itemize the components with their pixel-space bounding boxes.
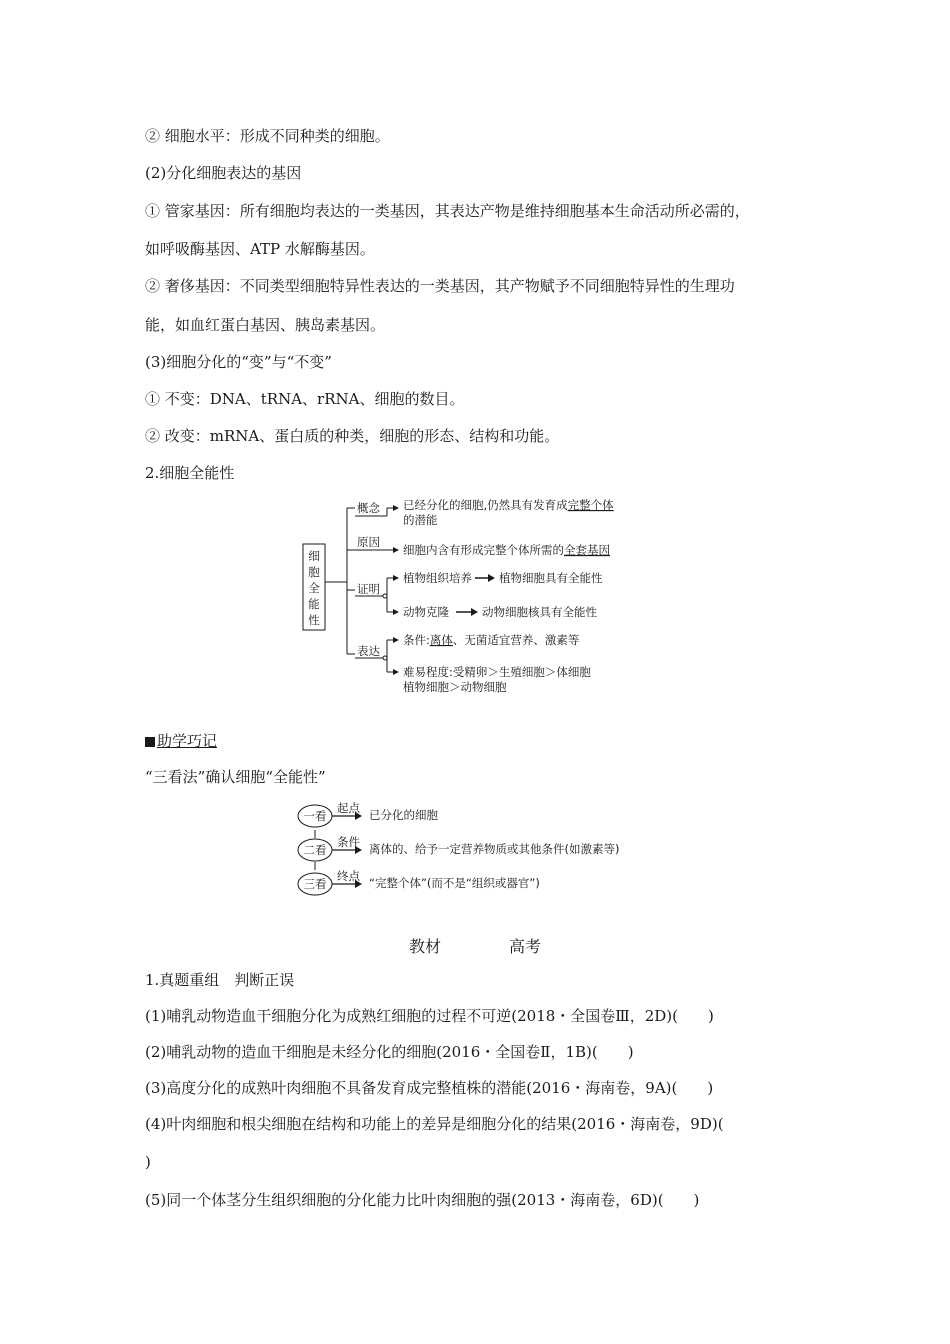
reason-text: 细胞内含有形成完整个体所需的全套基因 [403,543,610,557]
square-bullet-icon [145,737,155,747]
look-circle: 二看 [303,843,327,857]
proof-row2-b: 动物细胞核具有全能性 [482,605,597,619]
question-heading: 1.真题重组 判断正误 [145,971,295,989]
branch-label-reason: 原因 [357,535,380,549]
question-item: (3)高度分化的成熟叶肉细胞不具备发育成完整植株的潜能(2016・海南卷，9A)( ) [145,1079,714,1097]
section-title [0,934,950,957]
expression-condition: 条件:离体、无菌适宜营养、激素等 [403,633,580,647]
look-circle: 一看 [303,809,327,823]
text-line: ② 改变：mRNA、蛋白质的种类，细胞的形态、结构和功能。 [145,427,560,445]
proof-row1-b: 植物细胞具有全能性 [499,571,603,585]
root-char: 胞 [308,565,320,579]
look-text: 已分化的细胞 [369,808,438,822]
branch-label-proof: 证明 [357,582,380,596]
look-text: 离体的、给予一定营养物质或其他条件(如激素等) [369,842,620,856]
expression-difficulty-1: 难易程度:受精卵＞生殖细胞＞体细胞 [403,665,591,679]
memory-tip-subtitle: “三看法”确认细胞“全能性” [145,768,326,786]
root-char: 全 [308,581,320,595]
root-char: 能 [308,597,320,611]
concept-text-cont: 的潜能 [403,513,438,527]
three-look-diagram [295,798,675,906]
text-line: ② 奢侈基因：不同类型细胞特异性表达的一类基因，其产物赋予不同细胞特异性的生理功 [145,277,735,295]
question-item: (2)哺乳动物的造血干细胞是未经分化的细胞(2016・全国卷Ⅱ，1B)( ) [145,1043,634,1061]
question-item-cont: ) [145,1153,151,1171]
look-circle: 三看 [303,877,327,891]
totipotency-concept-map [295,492,655,702]
text-line: 如呼吸酶基因、ATP 水解酶基因。 [145,240,375,258]
question-item: (4)叶肉细胞和根尖细胞在结构和功能上的差异是细胞分化的结果(2016・海南卷，9D)( [145,1115,724,1133]
question-item: (1)哺乳动物造血干细胞分化为成熟红细胞的过程不可逆(2018・全国卷Ⅲ，2D)( ) [145,1007,714,1025]
section-heading: 2.细胞全能性 [145,464,235,482]
root-char: 性 [308,613,320,627]
text-line: 能，如血红蛋白基因、胰岛素基因。 [145,316,386,334]
root-char: 细 [308,549,320,563]
expression-difficulty-2: 植物细胞＞动物细胞 [403,680,507,694]
branch-label-expression: 表达 [357,644,380,658]
text-line: ① 管家基因：所有细胞均表达的一类基因，其表达产物是维持细胞基本生命活动所必需的， [145,202,750,220]
text-line: ① 不变：DNA、tRNA、rRNA、细胞的数目。 [145,390,465,408]
look-text: “完整个体”(而不是“组织或器官”) [369,876,540,890]
proof-row1-a: 植物组织培养 [403,571,472,585]
look-label: 条件 [337,835,360,849]
text-line: (3)细胞分化的“变”与“不变” [145,353,332,371]
look-label: 起点 [337,801,360,815]
concept-text: 已经分化的细胞,仍然具有发育成完整个体 [403,498,614,512]
section-title-left: 教材 [408,937,441,956]
text-line: (2)分化细胞表达的基因 [145,164,302,182]
section-title-right: 高考 [509,937,542,956]
question-item: (5)同一个体茎分生组织细胞的分化能力比叶肉细胞的强(2013・海南卷，6D)( ) [145,1191,700,1209]
proof-row2-a: 动物克隆 [403,605,449,619]
look-label: 终点 [337,869,360,883]
text-line: ② 细胞水平：形成不同种类的细胞。 [145,127,390,145]
memory-tip-header: 助学巧记 [145,731,217,751]
branch-label-concept: 概念 [357,501,380,515]
